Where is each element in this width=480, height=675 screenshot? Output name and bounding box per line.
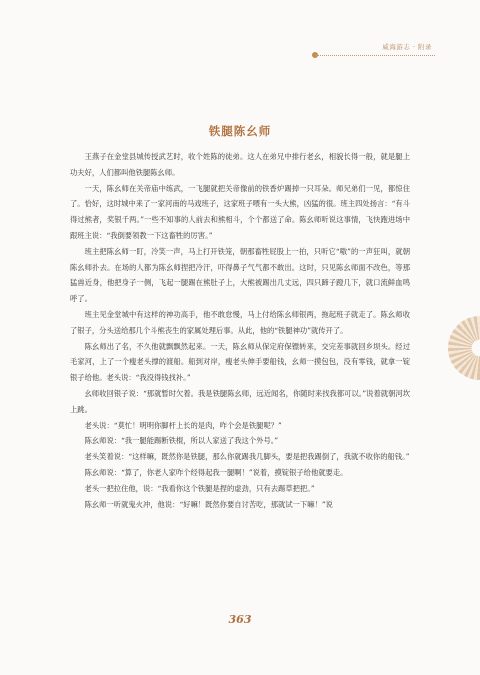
paragraph: 老头一把拉住他，说：“我看你这个铁腿是捏的虚劲，只有去踢草把把。”: [84, 483, 315, 493]
paragraph: 陈幺师说：“我一腿能踢断铁棍，所以人家送了我这个外号。”: [84, 436, 279, 446]
header-rule: [315, 55, 435, 57]
article-body: [70, 149, 410, 512]
paragraph: 班主见金堂城中有这样的神功高手，他不敢怠慢，马上付给陈幺师银两，拖起班子就走了。陈幺师收了银子，分头送给那几个斗熊丧生的家属处理后事。从此，他的“铁腿神功”就传开了。: [70, 309, 410, 335]
paragraph: 班主把陈幺师一盯，冷笑一声，马上打开铁笼，朝那畜牲屁股上一拍，只听它“嗷”的一声狂叫，就朝陈幺师扑去。在场的人都为陈幺师捏把冷汗，吓得鼻子气气都不敢出。这时，只见陈幺师面不改色，等那猛兽近身，他把身子一侧，飞起一腿踢在熊肚子上，大熊被踢出几丈远，四只蹄子蹬几下，就口流鲜血鸣呼了。: [70, 246, 410, 304]
rosette-ornament-icon: [448, 316, 480, 380]
paragraph: 王燕子在金堂县城传授武艺时，收个姓陈的徒弟。这人在弟兄中排行老幺，相貌长得一般，就是腿上功夫好，人们都叫他铁腿陈幺师。: [70, 152, 410, 177]
paragraph: 陈幺师说：“算了，你老人家咋个经得起我一腿啊！”说着，摸锭银子给他就要走。: [84, 467, 348, 477]
running-head: 威海游志 · 附录: [382, 43, 432, 51]
paragraph: 陈幺师出了名，不久他就飘飘然起来。一天，陈幺师从保定府保镖转来，交完差事就回乡坝头。经过毛家河，上了一个瘦老头撑的渡船。船到对岸，瘦老头伸手要船钱，幺师一摸包包，没有零钱，就拿一锭银子给他。老头说：“我没得钱找补。”: [70, 341, 410, 383]
paragraph: 一天，陈幺师在关帝庙中练武，一飞腿就把关帝像前的铁香炉踢掉一只耳朵。师兄弟们一见，都惊住了。恰好，这时城中来了一家河南的马戏班子，这家班子喂有一头大熊，凶猛的很。班主四处扬言：“有斗得过熊者，奖银千两。”一些不知事的人前去和熊相斗，个个都送了命。陈幺师听说这事情，飞快跑进场中跟班主说：“我倒要领教一下这畜牲的厉害。”: [70, 183, 410, 240]
paragraph: 幺师收回银子说：“那就暂时欠着。我是铁腿陈幺师，远近闻名，你随时来找我都可以。”说着就朝河坎上跳。: [70, 388, 410, 414]
article-title: 铁腿陈幺师: [208, 124, 272, 138]
page-number: 363: [228, 613, 252, 626]
paragraph: 陈幺师一听就鬼火冲，他说：“好嘛！既然你要自讨苦吃，那就试一下嘛！”说: [84, 499, 333, 509]
paragraph: 老头笑着说：“这样嘛，既然你是铁腿，那么你就踢我几脚头，要是把我踢倒了，我就不收你的船钱。”: [84, 452, 410, 462]
paragraph: 老头说：“莫忙！明明你脚杆上长的是肉，咋个会是铁腿呢？”: [84, 420, 282, 430]
